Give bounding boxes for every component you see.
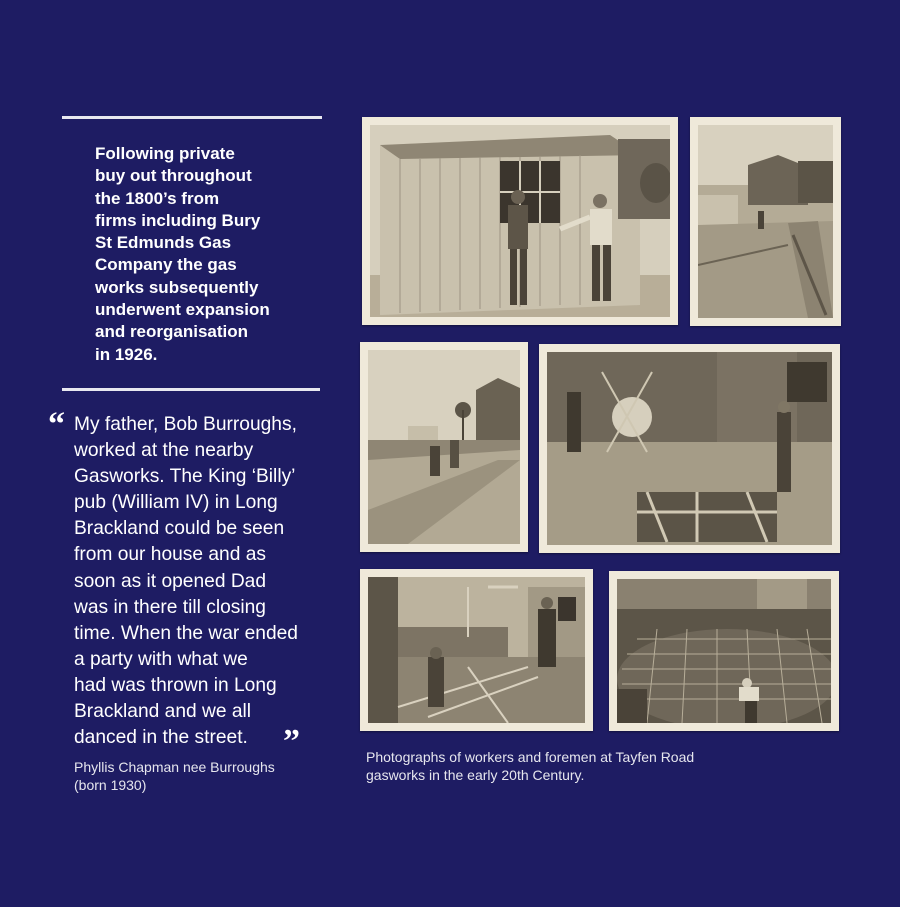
photo-workers-by-hut bbox=[362, 117, 678, 325]
photo-foremen-at-works bbox=[360, 569, 593, 731]
photo-reinforcement-grid bbox=[609, 571, 839, 731]
photo-building-site-houses bbox=[690, 117, 841, 326]
divider-middle bbox=[62, 388, 320, 391]
quote-attribution: Phyllis Chapman nee Burroughs (born 1930) bbox=[74, 759, 275, 793]
photo-street-scene bbox=[360, 342, 528, 552]
photo-concrete-mixer bbox=[539, 344, 840, 553]
close-quote-icon: ” bbox=[283, 723, 300, 760]
open-quote-icon: “ bbox=[48, 406, 65, 443]
quote-text: My father, Bob Burroughs, worked at the nearby Gasworks. The King ‘Billy’ pub (William IV) in Long Brackland could be seen from our house and as soon as it opened Dad was in there till closing time. When the war ended a party with what we had was thrown in Long Brackland and we all danced in the street. bbox=[74, 414, 298, 749]
intro-paragraph: Following private buy out throughout the 1800’s from firms including Bury St Edmunds Gas Company the gas works subsequently underwent expansion and reorganisation in 1926. bbox=[95, 144, 270, 364]
divider-top bbox=[62, 116, 322, 119]
photo-caption: Photographs of workers and foremen at Tayfen Road gasworks in the early 20th Century. bbox=[366, 749, 695, 783]
